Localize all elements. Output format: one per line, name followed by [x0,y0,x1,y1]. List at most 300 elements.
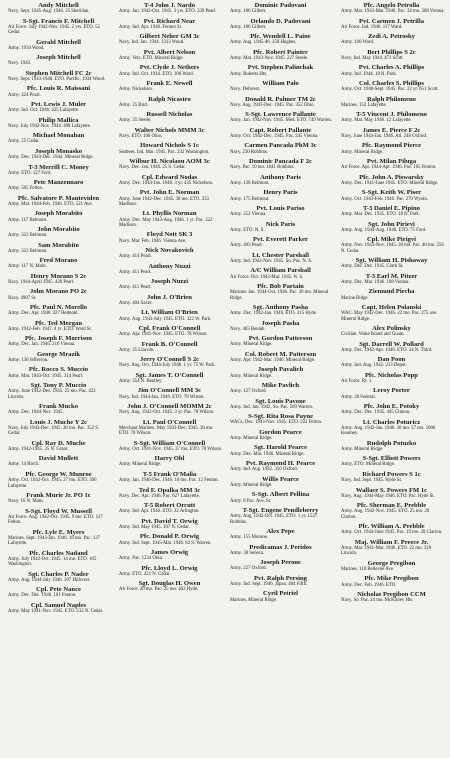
entry-name: Anthony Paris [260,173,301,181]
entry-name: Sgt. Louis Pavone [255,397,306,405]
roster-entry [338,372,445,385]
entry-name: Anthony Nuzzi [148,262,191,270]
roster-entry [338,221,445,234]
entry-detail: Army. Ind. Sept. 1946. Japan. 404 Fifth. [230,581,308,587]
entry-detail: Army. Nov. 1943-Nov. 1945. 30 mo. Pac. 40 mo. 256 N. Cedar. [341,243,444,254]
entry-detail: Army. 1934 Wood. [8,45,45,51]
entry-name: T-3 Merrill C. Money [28,163,89,171]
roster-entry [227,544,334,557]
roster-entry [338,257,445,270]
roster-entry [227,398,334,411]
entry-name: Floyd Nott SK 3 [146,231,193,239]
roster-entry [5,2,112,15]
entry-detail: Army. Aug. 1942-Nov. 1945. ETO. 25 mo. 20 Clarion. [341,509,430,520]
entry-name: John Morabito [37,225,80,233]
entry-detail: Army. 8 Pac. Ave. St. [230,498,272,504]
entry-detail: Army. 136 Jefferson. [8,358,49,364]
roster-entry [116,49,223,62]
roster-entry [5,440,112,453]
roster-entry [338,575,445,588]
roster-entry [227,335,334,348]
entry-detail: Army. 38 Seneca. [230,550,265,556]
entry-detail: Army. Dec. Dec. 1945. 445 Clinton. [341,410,411,416]
roster-entry [116,372,223,385]
entry-name: Leroy Porter [373,387,410,395]
roster-entry [338,127,445,140]
entry-detail: Army. ETO. 421 N. Cedar. [119,571,171,577]
roster-entry [338,502,445,520]
entry-detail: Army. ETO. N. S. [230,227,265,233]
entry-name: Ziemund Piecha [368,288,415,296]
entry-name: Andy Mitchell [38,2,79,9]
entry-detail: Army. Mineral Ridge. [341,446,384,452]
entry-name: Bert Phillips S 2c [367,48,416,56]
roster-entry [227,236,334,249]
entry-name: Joseph Pavalich [257,366,304,374]
entry-detail: Army. Ind. 1944. 18 N. Park. [341,71,397,77]
entry-name: William Palo [262,80,299,88]
entry-detail: Army. 175 Belmont. [230,196,270,202]
entry-detail: Navy. Mar. Feb. 1946. Vienna Ave. [119,238,187,244]
roster-entry [227,221,334,234]
entry-detail: Marines. Mineral Ridge. [230,597,278,603]
entry-detail: Army. Vets. ETO. Mineral Ridge. [119,56,184,62]
entry-name: Cpl. Frank O'Connell [138,325,201,332]
roster-entry [5,18,112,36]
roster-entry [116,263,223,276]
entry-detail: Army. Pac. 1234 Ohio. [119,556,164,562]
entry-name: Lt. Chester Parshall [252,251,309,259]
roster-column-4 [336,2,447,758]
entry-name: Pvt. Louis Pariso [256,204,305,212]
entry-detail: Army. Ind. Aug. 1942. 213 Depot. [341,363,407,369]
entry-detail: Navy. July 1943-Dec. 1945. 30 mo. Pac. 352 S. Cedar. [8,425,100,437]
entry-detail: Army. 25 Bird. [119,102,149,108]
roster-entry [116,341,223,354]
roster-entry [116,33,223,46]
entry-name: Sgt. James T. O'Connell [135,371,204,379]
entry-detail: Army. Aug. 1945-46. 350 Hughes. [230,40,297,46]
entry-detail: Army. Oct. 1942-Oct. 1945. 27 mo. ETO. 306 Lafayette. [8,478,97,489]
entry-detail: Army. 186 Gilbert. [230,24,267,30]
roster-entry [5,70,112,83]
entry-name: Pfc. Angelo Petrolla [363,2,420,9]
entry-name: Cpl. Ray D. Muche [31,439,86,447]
entry-detail: Army. Aug. 1943-July 1945. ETO. 322 W. Park. [119,316,212,322]
roster-entry [5,117,112,130]
entry-name: Pfc. Mike Pregibon [364,575,419,583]
entry-name: Sgt. Darrell W. Pollard [359,340,424,348]
roster-entry [227,304,334,317]
entry-detail: Navy. ETO. 106 Ohio. [119,134,163,140]
entry-detail: Army. Ind. Oct. 1944. ETO. 300 Ward. [119,71,194,77]
entry-name: Henry Morano S 2c [30,272,87,280]
entry-name: Gerald Mitchell [36,38,81,46]
entry-detail: Air Force. Rt. 1. [341,379,373,385]
entry-name: Dominic Padovani [254,2,307,9]
roster-entry [227,590,334,603]
entry-name: Pvt. Gordon Patterson [248,335,313,343]
entry-name: Pfc. Louis R. Maissani [26,85,91,93]
roster-entry [227,559,334,572]
roster-entry [116,549,223,562]
entry-detail: Army. Ind. May 1945. 307 N. Cedar. [119,524,190,530]
roster-entry [227,33,334,46]
roster-entry [5,471,112,489]
roster-entry [338,325,445,338]
roster-entry [338,33,445,46]
entry-name: Ted F. Opalka MM 3c [138,486,201,494]
roster-entry [227,444,334,457]
entry-detail: Army. Dec. Mar. 1946. Mineral Ridge. [230,451,305,457]
entry-detail: Army. ETO. Mineral Ridge. [341,462,395,468]
roster-entry [116,387,223,400]
entry-detail: Air Force. Aug. 1942-Oct. 1945. 9 mo. ETO. 127 Felton. [8,514,103,526]
roster-entry [338,96,445,109]
entry-detail: WAC. May 1942-Dec. 1946. 22 mo. Pac. 275 ave. Mineral Ridge. [341,311,438,322]
entry-name: Joseph Pasha [261,319,300,327]
roster-entry [338,288,445,301]
roster-entry [5,85,112,98]
roster-entry [116,189,223,207]
entry-detail: Army. Jan. 1942-Nov. 1945. Med. ETO. 749 Warren. [230,118,332,124]
roster-entry [5,602,112,615]
roster-entry [5,335,112,348]
entry-detail: Army. Mineral Ridge. [230,373,273,379]
entry-name: Capt. Robert Pallante [249,126,312,134]
roster-entry [338,273,445,286]
entry-name: T-5 Vincent J. Philomeno [356,111,427,119]
entry-name: George Pregibon [367,559,416,567]
roster-entry [5,195,112,208]
entry-detail: Navy. Aug. 1944-May 1946. ETO. Pac. Hyde St. [341,493,435,499]
entry-detail: Army. Mar. 1944-Feb. 1946. ETO. 521 Ave. [8,201,93,207]
roster-entry [116,471,223,484]
entry-detail: Army. 25 Cedar. [8,139,40,145]
entry-detail: Army. Dec. May 1943-Aug. 1946. 1 yr. Pac. 222 Madison. [119,217,213,228]
entry-name: Pvt. Raymond H. Pearce [245,460,316,468]
entry-name: S-Sgt. Floyd W. Mussell [25,507,92,515]
entry-detail: Army. 1942-Feb. 1947. 4 yr. ETO. Ward St. [8,326,92,332]
entry-name: Wilbur H. Nicolaou AOM 3c [129,158,210,166]
entry-name: Sgt. John Pirievi [368,220,415,228]
roster-entry [227,429,334,442]
entry-detail: Army. June 1942-Dec. 1945. 38 mo. ETO. 333 Madison. [119,196,209,207]
entry-detail: WACs. Dec. 1943-Nov. 1945. ETO. 222 Felton. [230,420,323,426]
entry-name: Stephen Mitchell FC 2c [25,69,92,77]
roster-entry [227,142,334,155]
roster-entry [227,491,334,504]
entry-name: Cpl. Samuel Naples [30,601,87,609]
entry-name: Cpl. Edward Nodas [141,173,198,181]
roster-entry [338,591,445,604]
roster-entry [338,455,445,468]
entry-name: Joseph Nuzzi [150,278,189,286]
entry-detail: Navy. Ind. May 1944. 471 Scott. [341,56,404,62]
entry-detail: Air Force. Ind. 1946. 117 Ward. [341,24,403,30]
entry-name: Pvt. Carmen J. Petrilla [358,17,424,25]
entry-name: Cpl. Pete Nance [36,586,81,594]
roster-entry [116,18,223,31]
roster-entry [338,403,445,416]
entry-name: Sgt. Anthony Pasha [252,303,309,311]
entry-detail: Army. 14 Birch. [8,462,40,468]
roster-entry [5,101,112,114]
entry-name: Lt. Charles Poturicz [362,418,421,426]
entry-name: S-Sgt. Albert Pellina [251,491,310,499]
roster-entry [116,487,223,500]
entry-detail: Marines. Jan. 1944-Oct. 1946. Pac. 30 mo. Mineral Ridge. [230,290,329,301]
entry-detail: Seabees. Ind. Mar. 1945. Pac. 232 Washington. [119,149,210,155]
entry-detail: Navy. Dec. Apr. 1946. Pac. 627 Lafayette. [119,493,200,499]
entry-detail: Army. Mar. 1943-Oct. 1945. 314 Pearl. [8,373,84,379]
entry-name: Pfc. Ted Morgan [34,319,83,327]
entry-name: Pfc. Raymond Pierce [361,142,422,150]
entry-detail: Navy. July 1942-Nov. 1944. 408 Lafayette. [8,123,91,129]
roster-entry [5,257,112,270]
roster-entry [116,502,223,515]
entry-name: Fred Morano [39,257,78,265]
roster-entry [338,440,445,453]
entry-name: Lt. Paul O'Connell [142,418,197,426]
roster-entry [116,419,223,437]
roster-entry [116,403,223,416]
entry-detail: Marines. 118 Bellevue Ave. [341,566,395,572]
entry-name: James E. Pierce F 2c [362,126,421,134]
roster-entry [5,586,112,599]
entry-detail: Army. 35 Lincoln. [119,347,155,353]
entry-detail: Air Force. July 1942-Nov. 1945. 2 yrs. ETO. 52 Cedar. [8,24,100,36]
entry-detail: Marines. Sept. 1943-Jan. 1946. 18 mo. Pac. 137 Lafayette. [8,535,101,547]
entry-detail: Army. Dec. 1942-Jan. 1946. ETO. 215 Hyde. [230,311,317,317]
entry-detail: Army. July 1942-Oct. 1945. 14 mo. ETO. 105 Washington. [8,556,97,568]
entry-detail: Army. Ind. Apr. 1946. Fenton St. [119,24,183,30]
entry-detail: Army. Ind. Aug. 1942. 350 Oxford. [230,467,298,473]
roster-entry [338,64,445,77]
entry-detail: Army. May 1941-Nov. 1945. ETO. 232 N. Cedar. [8,608,104,614]
entry-name: Gilbert Neher GM 3c [139,33,200,41]
entry-detail: Army. Ind. Apr. 1946. ETO. 32 Arlington. [119,509,200,515]
roster-entry [227,476,334,489]
entry-detail: Navy. Dec. Jan. 1946. 25 S. Cedar. [119,165,186,171]
entry-name: Russell Nicholas [146,111,193,119]
entry-name: Dominic Pancada F 2c [249,158,312,166]
entry-detail: Army. Aug. 1944-Aug. 1946. ETO. 75 Ford. [341,227,427,233]
roster-entry [5,54,112,67]
entry-detail: Army. Mineral Ridge. [230,482,273,488]
entry-detail: Army. 505 Felton. [8,186,44,192]
roster-entry [227,528,334,541]
entry-detail: Army. Mineral Ridge. [230,342,273,348]
entry-name: Sgt. Harold Pearce [253,444,308,452]
entry-detail: Army. Dec. Dec. 1946. 101 Fenton. [8,593,77,599]
roster-entry [338,205,445,218]
roster-entry [116,231,223,244]
roster-column-1 [3,2,114,758]
entry-name: T-4 John J. Nardo [143,2,196,9]
entry-detail: Merchant Marines. May 1943-Dec. 1945. 30 mo. ETO. 78 Wilson. [119,425,214,437]
roster-entry [116,580,223,593]
entry-detail: Army. 252 Vienna. [230,212,267,218]
entry-detail: Army. Apr. 1941-Nov. 1945. ETO. 78 Wilson. [119,332,208,338]
entry-name: Pfc. Joseph F. Morrison [25,335,92,343]
entry-detail: Army. Mar. Dec. 1945. ETO. 18 N. Park. [341,212,421,218]
entry-name: James Orwig [150,548,189,556]
entry-detail: Army. Oct. 1943-Feb. 1946. Pac. 270 Wyoin. [341,196,428,202]
roster-entry [5,39,112,52]
roster-entry [338,142,445,155]
roster-entry [227,575,334,588]
entry-name: Capt. Helen Polanski [361,303,422,311]
roster-entry [5,132,112,145]
entry-name: S-Sgt. William O'Connell [133,439,206,447]
entry-name: Pvt. Richard Near [143,17,196,25]
entry-name: T-Sgt. Eugene Pendleberry [242,506,319,514]
entry-detail: Navy. So. Pac. 24 mo. McKinley Hts. [341,598,414,604]
entry-name: Lt. Phyllis Norman [142,210,197,218]
entry-detail: Army. 227 Oxford. [230,566,267,572]
roster-entry [116,158,223,171]
roster-entry [116,278,223,291]
entry-detail: Navy. 1943. [8,61,32,67]
entry-detail: Army. 403 Pearl. [230,243,263,249]
roster-entry [227,267,334,280]
entry-name: George Mrazik [36,350,81,358]
entry-name: Col. Robert M. Patterson [244,350,317,358]
roster-entry [5,492,112,505]
roster-entry [338,356,445,369]
entry-name: Jerry O'Connell S 2c [139,356,200,364]
entry-detail: Army. Oct. 1941-Nov. 1945. 37 mo. ETO. 78 Wilson. [119,446,223,452]
roster-entry [338,341,445,354]
roster-entry [5,382,112,400]
entry-detail: Navy. Deforest. [230,87,261,93]
roster-entry [5,226,112,239]
entry-name: Howard Nichols S 1c [140,142,199,150]
roster-entry [227,382,334,395]
entry-detail: Army. Dec. 1943-Dec. 1944. Mineral Ridge. [8,155,94,161]
entry-detail: Army. Dec. 1943-Jan. 1946. 3 yr. 435 Nickelson. [119,180,214,186]
entry-name: Cpl. Mike Pirigvi [367,236,416,244]
entry-name: Pvt. Clyde J. Nethers [139,64,200,72]
entry-detail: Army. Aug. 1942-Oct. 1945. ETO. 1 yr. 1537 Robbins. [230,514,318,525]
roster-entry [116,325,223,338]
entry-detail: Navy. Sept. 1943-1946. ETO. Pacific. 1934 Wood. [8,77,106,83]
roster-entry [227,460,334,473]
roster-entry [227,18,334,31]
entry-name: Joseph Perone [260,559,301,567]
roster-entry [227,205,334,218]
entry-name: T-3 Daniel E. Pipino [363,204,420,212]
entry-name: John J. O'Connell MOMM 2c [127,403,212,411]
entry-name: Gordon Pearce [259,428,302,436]
entry-detail: Army. 117 Belmont. [8,217,48,223]
entry-name: Pfc. Sherman E. Prebble [356,502,427,510]
entry-name: S-Sgt. Lawrence Pallante [245,111,316,119]
entry-detail: Army. Aug. 1944-July 1946. 307 Hillcrest. [8,577,91,583]
entry-name: Maj. William F. Preece Jr. [354,538,429,546]
entry-name: Pfc. Lyle E. Myers [32,528,85,536]
entry-detail: Army. Mar. 1943-Nov. 1945. 227 Steele. [230,56,309,62]
entry-name: Joseph Morabito [34,210,83,218]
entry-name: T-5 Robert Orcutt [143,502,196,510]
entry-detail: Army. Dec. Jan. 1946. 216 Vienna. [8,342,76,348]
entry-name: Frank E. Newell [146,80,193,88]
entry-detail: Army. 100 Ward. [341,40,375,46]
entry-name: A/C William Parshall [250,267,311,275]
roster-entry [5,419,112,437]
entry-name: S-Sgt. Rita Rosa Payne [248,413,313,421]
entry-detail: Army. Dec. 1942-Apr. 1946. ETO. 34 N. Third. [341,347,433,353]
roster-entry [116,356,223,369]
roster-entry [5,403,112,416]
entry-name: Carmen Pancada PhM 3c [244,142,317,150]
entry-detail: Navy. Aug. 1942-Oct. 1945. 3 yr. Pac. 78 Wilson. [119,410,215,416]
roster-entry [227,111,334,124]
entry-name: Pvt. David T. Orwig [141,517,198,525]
entry-detail: Navy. Ind. Jan. 1944. 1313 Wood. [119,40,185,46]
entry-detail: Army. Nickelson. [119,87,153,93]
roster-entry [338,80,445,93]
entry-name: Frank B. O'Connell [141,340,198,348]
entry-name: Pfc. George W. Munroe [25,470,92,478]
entry-detail: Army. Oct. 1942-Dec. 1945. Pac. 245 Vienna. [230,134,319,140]
roster-entry [116,111,223,124]
entry-name: Louis J. Muche Y 2c [29,418,88,426]
entry-name: Zedi A. Petrosky [368,33,415,41]
entry-name: Pfc. John A. Piswarsky [359,173,424,181]
roster-entry [227,366,334,379]
roster-entry [338,158,445,171]
entry-name: Pfc. Paul N. Morello [29,303,88,311]
entry-name: David Mullett [38,455,79,463]
roster-entry [227,413,334,426]
entry-name: Michael Monahan [32,132,85,140]
roster-entry [227,351,334,364]
roster-entry [5,320,112,333]
roster-entry [227,189,334,202]
roster-entry [338,304,445,322]
entry-detail: Army. 322 Belmont. [8,233,48,239]
roster-entry [5,366,112,379]
entry-detail: Army. Dec. Feb. 1946. ETO. [341,582,397,588]
entry-detail: Army. Mineral Ridge. [341,149,384,155]
entry-detail: Air Force. Apr. 1944-Apr. 1946. Pac. 105 Fenton. [341,165,437,171]
entry-detail: Navy. Aug. 1943-Dec. 1945. Pac. 352 Ohio. [230,102,315,108]
roster-entry [227,174,334,187]
entry-detail: Air Force. Oct. 1943-Mar. 1945. N. S. [230,274,304,280]
entry-name: Pvt. Lewis J. Muler [30,101,87,109]
entry-name: Pvt. Ralph Persing [254,574,307,582]
entry-name: Pfc. William A. Prebble [358,523,425,531]
entry-name: Sam Morabito [38,241,79,249]
entry-name: Pfc. John E. Potoky [363,403,420,411]
roster-entry [5,351,112,364]
roster-entry [116,96,223,109]
entry-name: Philip Mallica [38,116,79,124]
entry-detail: Marine Ridge. [341,295,369,301]
roster-entry [5,529,112,547]
entry-name: Sgt. Charles P. Nader [28,570,89,578]
roster-entry [5,242,112,255]
entry-name: Richard Powers S 1c [362,470,421,478]
entry-detail: Army. Dec. 1941-June 1945. ETO. Mineral Ridge. [341,180,439,186]
entry-detail: Army. 322 Belmont. [8,248,48,254]
roster-entry [5,148,112,161]
entry-detail: Army. Mar. 1941-Mar. 1946. ETO. 22 mo. 318 Lincoln. [341,545,432,557]
entry-detail: Navy. Aug. Oct. 1944-July 1946. 1 yr. 75 W. Park. [119,363,216,369]
entry-name: Col. Charles S. Phillips [358,80,425,88]
